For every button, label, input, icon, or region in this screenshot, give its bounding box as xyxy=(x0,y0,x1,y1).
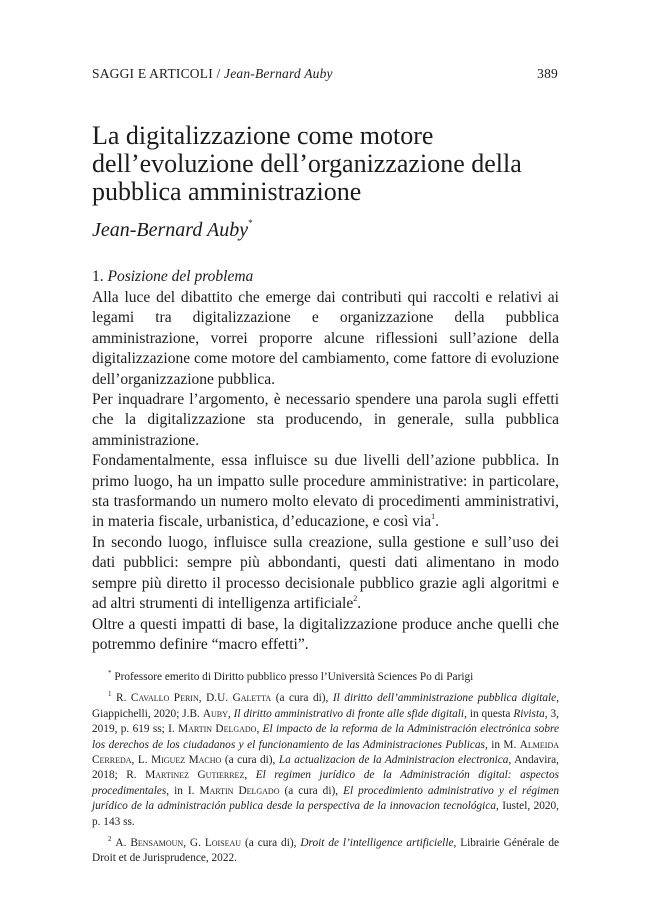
paragraph xyxy=(92,390,559,451)
cited-author: Auby xyxy=(202,707,228,720)
page-number: 389 xyxy=(537,66,558,81)
citation-text: (a cura di), xyxy=(241,837,301,850)
citation-text: , Andavira, 2018; R. xyxy=(92,754,560,782)
section-heading xyxy=(92,268,253,286)
footnote-1 xyxy=(92,691,559,830)
footnote-mark: * xyxy=(108,669,112,677)
cited-author: R. Cavallo Perin, D.U. Galetta xyxy=(116,692,272,705)
citation-text: , 3, 2019, p. 619 ss; I. xyxy=(92,707,559,736)
paragraph-text: In secondo luogo, influisce sulla creazione, sulla gestione e sull’uso dei dati pubblici: sempre più abbondanti, questi dati alimentano in modo sempre più diretto il processo decisionale pubblico grazie agli algoritmi e ad altri strumenti di intelligenza artificiale xyxy=(92,533,559,613)
article-title: La digitalizzazione come motore dell’evoluzione dell’organizzazione della pubblica amministrazione xyxy=(92,121,522,206)
citation-text: (a cura di), xyxy=(271,692,333,705)
author-footnote-mark: * xyxy=(248,218,253,228)
footnote-mark: 2 xyxy=(108,835,112,844)
cited-title: Droit de l’intelligence artificielle xyxy=(300,837,454,850)
footnote-2 xyxy=(92,836,559,867)
cited-title: Il diritto amministrativo di fronte alle sfide digitali xyxy=(233,707,465,720)
citation-text: (a cura di), xyxy=(221,754,279,767)
running-head-author: Jean-Bernard Auby xyxy=(224,66,333,81)
cited-title: El procedimiento administrativo y el régimen jurídico de la administración publica desde la perspectiva de la innovacion tecnológica xyxy=(92,784,559,813)
paragraph xyxy=(92,615,559,656)
cited-author: Miguez Macho xyxy=(151,754,222,767)
citation-text: (a cura di), xyxy=(279,784,344,797)
footnotes xyxy=(92,670,559,873)
body-text xyxy=(92,288,559,655)
cited-title: Il diritto dell’amministrazione pubblica digitale xyxy=(332,692,557,705)
citation-text: , in M. xyxy=(484,738,520,751)
paragraph: Fondamentalmente, essa influisce su due livelli dell’azione pubblica. In primo luogo, ha un impatto sulle procedure amministrative: in particolare, sta trasformando un numero molto elevato di procedimenti amministrativi, in materia fiscale, urbanistica, d’educazione, e così via$^1$. xyxy=(92,452,559,531)
citation-text: , Librairie Générale de Droit et de Jurisprudence, 2022. xyxy=(92,837,560,865)
paragraph-text: Oltre a questi impatti di base, la digitalizzazione produce anche quelli che potremmo definire “macro effetti”. xyxy=(92,615,559,653)
cited-author: Almeida Cerreda xyxy=(92,738,559,767)
cited-title: El regimen jurídico de la Administración digital: aspectos procedimentales xyxy=(92,769,559,797)
citation-text: , xyxy=(256,723,263,736)
running-head xyxy=(92,66,558,82)
cited-author: Martin Delgado xyxy=(178,723,257,736)
citation-text: , Iustel, 2020, p. 143 ss. xyxy=(92,800,559,828)
footnote-author xyxy=(92,670,559,685)
footnote-mark: 1 xyxy=(108,690,112,699)
citation-text: , in I. xyxy=(166,784,200,797)
paragraph-text: Fondamentalmente, essa influisce su due livelli dell’azione pubblica. In primo luogo, ha un impatto sulle procedure amministrative: in particolare, sta trasformando un numero molto elevato di procedimenti amministrativi, in materia fiscale, urbanistica, d’educazione, e così via xyxy=(92,452,559,531)
citation-text: , in questa xyxy=(464,707,514,720)
paragraph-text: Alla luce del dibattito che emerge dai contributi qui raccolti e relativi ai legami tra digitalizzazione e organizzazione della pubblica amministrazione, vorrei proporre alcune riflessioni sull’azione della digitalizzazione come motore del cambiamento, come fattore di evoluzione dell’organizzazione pubblica. xyxy=(92,289,559,388)
citation-text: , xyxy=(244,769,256,782)
section-title: Posizione del problema xyxy=(107,268,254,285)
section-number: 1. xyxy=(92,268,104,285)
citation-text: , L. xyxy=(131,754,152,767)
footnote-ref[interactable]: 1 xyxy=(431,512,436,522)
paragraph: In secondo luogo, influisce sulla creazione, sulla gestione e sull’uso dei dati pubblici: sempre più abbondanti, questi dati alimentano in modo sempre più diretto il processo decisionale pubblico grazie agli algoritmi e ad altri strumenti di intelligenza artificiale$^2$. xyxy=(92,533,559,613)
footnote-text: Professore emerito di Diritto pubblico presso l’Università Sciences Po di Parigi xyxy=(114,671,474,683)
cited-title: La actualizacion de la Administracion electronica xyxy=(278,754,509,767)
citation-text: , Giappichelli, 2020; J.B. xyxy=(92,692,560,720)
article-author: Jean-Bernard Auby xyxy=(92,219,249,241)
cited-author: Martinez Gutierrez xyxy=(145,769,245,782)
paragraph xyxy=(92,288,559,390)
paragraph-text: Per inquadrare l’argomento, è necessario spendere una parola sugli effetti che la digitalizzazione sta producendo, in generale, sulla pubblica amministrazione. xyxy=(92,391,559,449)
journal-section-label: SAGGI E ARTICOLI xyxy=(92,66,213,81)
footnote-ref[interactable]: 2 xyxy=(353,594,358,604)
cited-author: A. Bensamoun, G. Loiseau xyxy=(115,837,242,850)
citation-text: , xyxy=(227,707,234,720)
cited-author: Martin Delgado xyxy=(199,784,280,797)
running-head-left xyxy=(92,66,333,82)
cited-title: Rivista xyxy=(513,707,545,720)
cited-title: El impacto de la reforma de la Administración electrónica sobre los derechos de los ciudadanos y el funcionamiento de las Administraciones Publicas xyxy=(92,723,559,751)
running-head-separator: / xyxy=(212,66,224,81)
article-byline xyxy=(92,218,253,242)
